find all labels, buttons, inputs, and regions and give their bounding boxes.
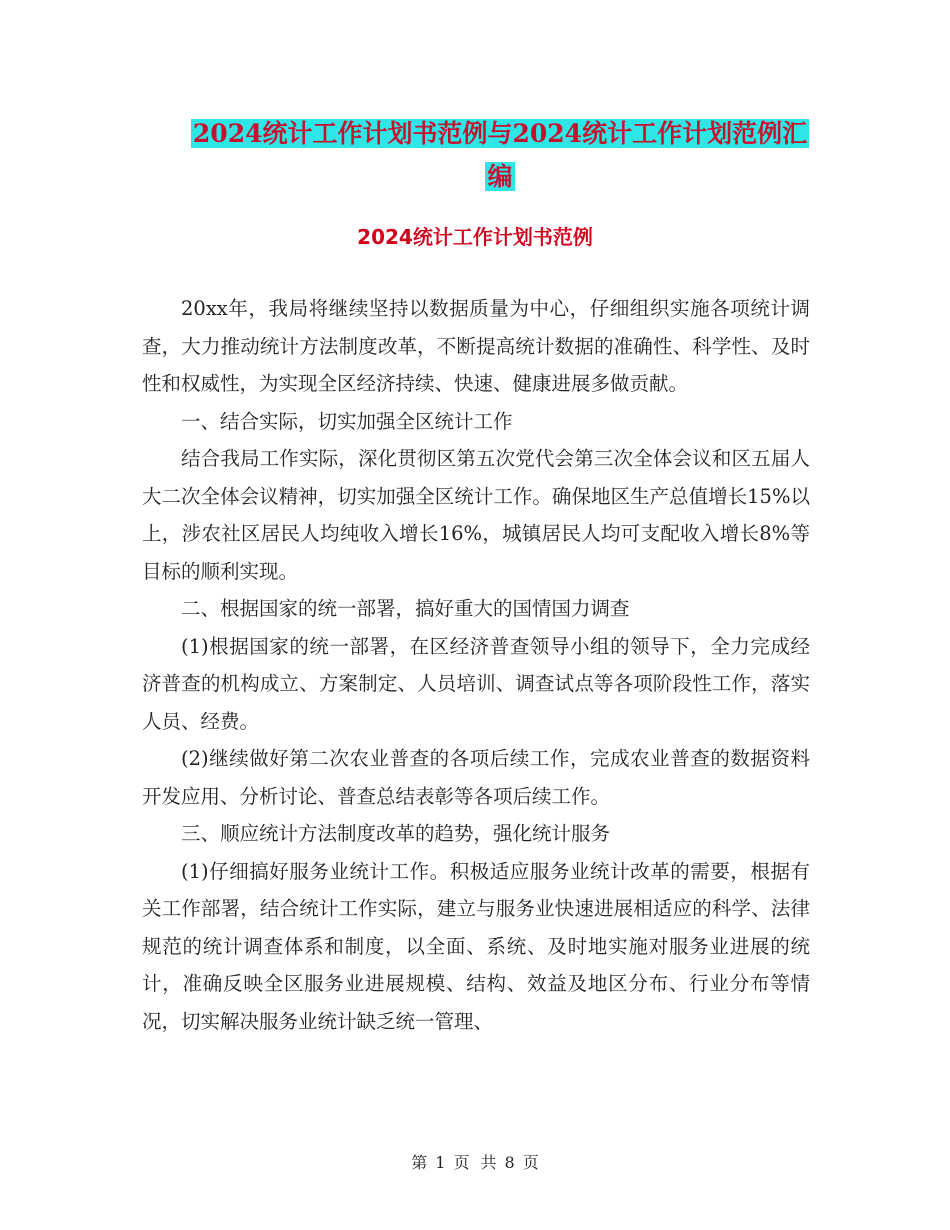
footer-label-of: 页 共 [453, 1153, 497, 1172]
title-line-1: 2024统计工作计划书范例与2024统计工作计划范例汇 [192, 119, 808, 148]
title-line-2: 编 [487, 162, 513, 191]
body-text [142, 290, 810, 1040]
section-title: 2024统计工作计划书范例 [357, 225, 593, 249]
footer-label-end: 页 [522, 1153, 539, 1172]
paragraph: 一、结合实际，切实加强全区统计工作 [181, 409, 513, 433]
paragraph: 结合我局工作实际，深化贯彻区第五次党代会第三次全体会议和区五届人大二次全体会议精神，切实加强全区统计工作。确保地区生产总值增长15%以上，涉农社区居民人均纯收入增长16%，城镇居民人均可支配收入增长8%等目标的顺利实现。 [142, 447, 810, 583]
paragraph: 三、顺应统计方法制度改革的趋势，强化统计服务 [181, 822, 611, 845]
footer-label-page: 第 [411, 1153, 428, 1172]
paragraph: (1)仔细搞好服务业统计工作。积极适应服务业统计改革的需要，根据有关工作部署，结合统计工作实际，建立与服务业快速进展相适应的科学、法律规范的统计调查体系和制度，以全面、系统、及时地实施对服务业进展的统计，准确反映全区服务业进展规模、结构、效益及地区分布、行业分布等情况，切实解决服务业统计缺乏统一管理、 [142, 859, 810, 1033]
document-title [150, 112, 850, 198]
paragraph: (2)继续做好第二次农业普查的各项后续工作，完成农业普查的数据资料开发应用、分析讨论、普查总结表彰等各项后续工作。 [142, 747, 810, 808]
footer-current-page: 1 [435, 1153, 446, 1172]
footer-total-pages: 8 [504, 1153, 515, 1172]
paragraph: (1)根据国家的统一部署，在区经济普查领导小组的领导下，全力完成经济普查的机构成立、方案制定、人员培训、调查试点等各项阶段性工作，落实人员、经费。 [142, 634, 810, 733]
page-footer [0, 1150, 950, 1173]
paragraph: 二、根据国家的统一部署，搞好重大的国情国力调查 [181, 597, 630, 620]
paragraph: 20xx年，我局将继续坚持以数据质量为中心，仔细组织实施各项统计调查，大力推动统计方法制度改革，不断提高统计数据的准确性、科学性、及时性和权威性，为实现全区经济持续、快速、健康进展多做贡献。 [142, 297, 810, 395]
